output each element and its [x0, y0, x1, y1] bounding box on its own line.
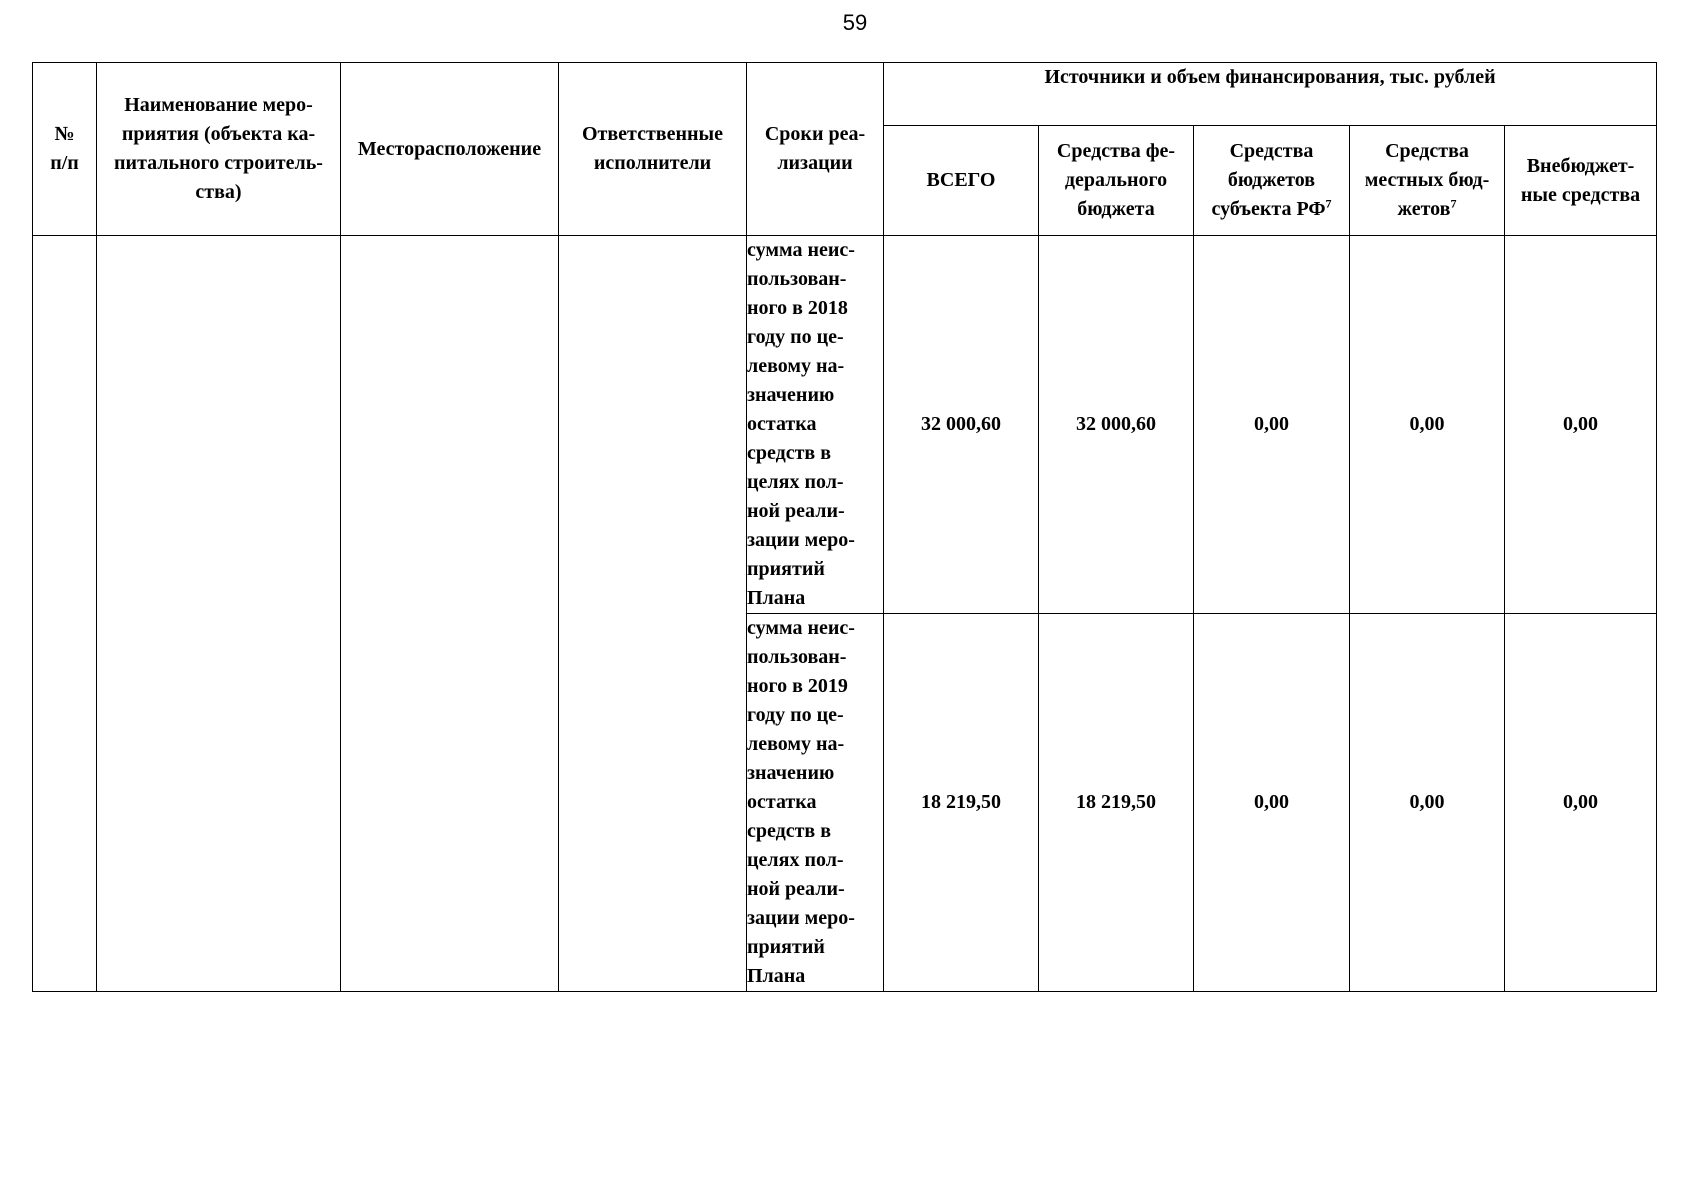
term-cell: сумма неис- пользован- ного в 2018 году по це- левому на- значению остатка средств в целях пол- ной реали- зации меро- приятий Плана: [747, 236, 884, 614]
empty-cell: [33, 236, 97, 992]
header-local-label: Средства местных бюд- жетов: [1364, 140, 1490, 220]
local-cell: 0,00: [1350, 614, 1505, 992]
empty-cell: [97, 236, 341, 992]
financing-table: [32, 62, 1657, 992]
header-sources-group: Источники и объем финансирования, тыс. рублей: [884, 63, 1657, 126]
header-local-footnote: 7: [1450, 196, 1457, 211]
extrabudget-cell: 0,00: [1505, 614, 1657, 992]
subject-cell: 0,00: [1194, 236, 1350, 614]
total-cell: 18 219,50: [884, 614, 1039, 992]
empty-cell: [341, 236, 559, 992]
header-responsible: Ответственные исполнители: [559, 63, 747, 236]
page-number: 59: [842, 10, 868, 35]
extrabudget-cell: 0,00: [1505, 236, 1657, 614]
empty-cell: [559, 236, 747, 992]
local-cell: 0,00: [1350, 236, 1505, 614]
header-terms: Сроки реа- лизации: [747, 63, 884, 236]
term-cell: сумма неис- пользован- ного в 2019 году по це- левому на- значению остатка средств в целях пол- ной реали- зации меро- приятий Плана: [747, 614, 884, 992]
header-name: Наименование меро- приятия (объекта ка- питального строитель- ства): [97, 63, 341, 236]
header-subject-footnote: 7: [1325, 196, 1332, 211]
federal-cell: 18 219,50: [1039, 614, 1194, 992]
subject-cell: 0,00: [1194, 614, 1350, 992]
header-subject-label: Средства бюджетов субъекта РФ: [1211, 140, 1326, 220]
total-cell: 32 000,60: [884, 236, 1039, 614]
header-local: [1350, 126, 1505, 236]
header-extrabudget: Внебюджет- ные средства: [1505, 126, 1657, 236]
header-location: Месторасположение: [341, 63, 559, 236]
federal-cell: 32 000,60: [1039, 236, 1194, 614]
header-federal: Средства фе- дерального бюджета: [1039, 126, 1194, 236]
table-row: [33, 236, 1657, 614]
header-no: № п/п: [33, 63, 97, 236]
header-total: ВСЕГО: [884, 126, 1039, 236]
header-row-1: [33, 63, 1657, 126]
header-subject: [1194, 126, 1350, 236]
